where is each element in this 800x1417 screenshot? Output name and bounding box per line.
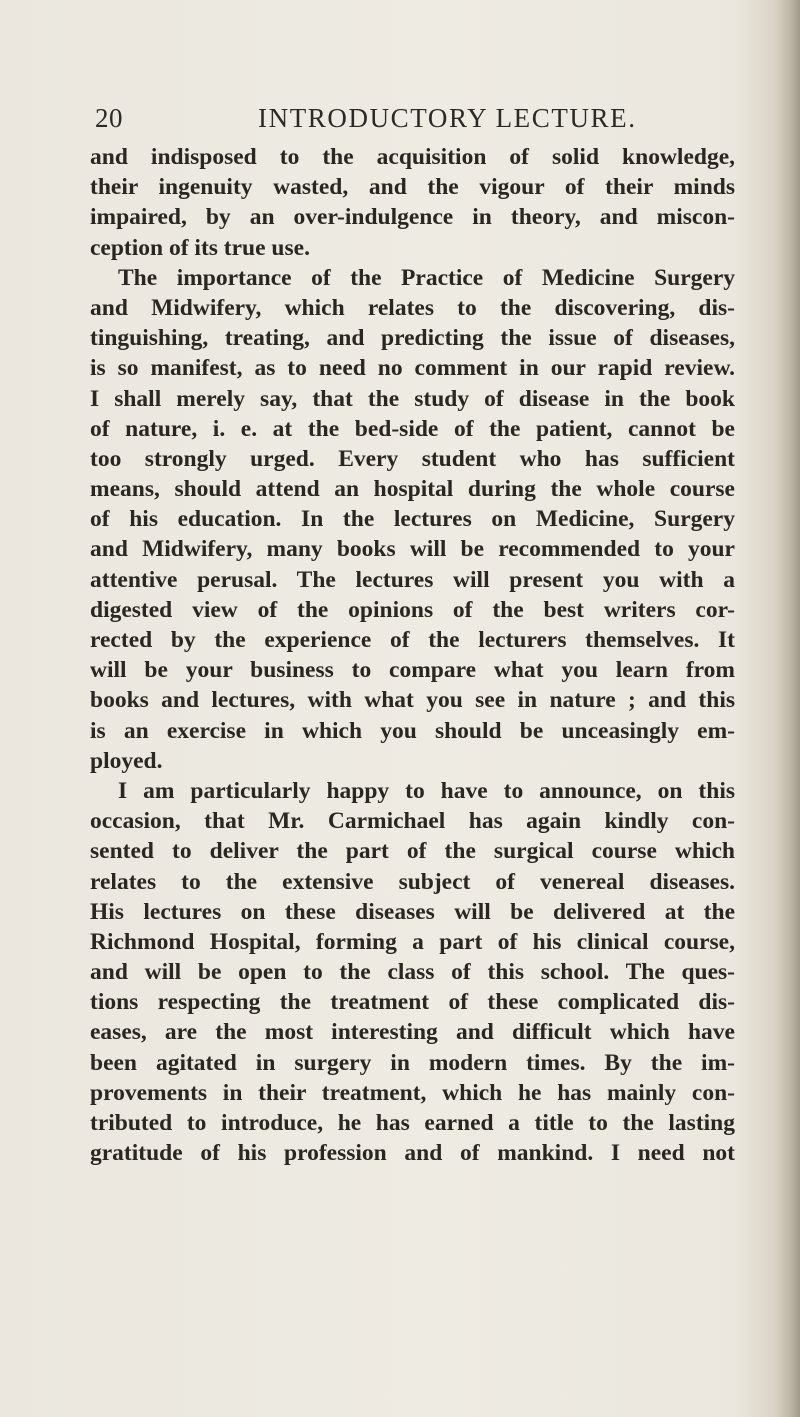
text-line: eases, are the most interesting and difficult which have [90,1019,735,1046]
text-line: relates to the extensive subject of venereal diseases. [90,868,735,895]
running-head [95,103,735,143]
text-line: His lectures on these diseases will be delivered at the [90,898,735,925]
text-line: occasion, that Mr. Carmichael has again kindly con- [90,808,735,835]
page-number: 20 [95,103,123,133]
text-line: and indisposed to the acquisition of solid knowledge, [90,144,735,170]
paragraph-start-line: I am particularly happy to have to announce, on this [118,777,735,804]
text-line: been agitated in surgery in modern times. By the im- [90,1049,735,1076]
text-line: ployed. [90,747,163,774]
text-line: and Midwifery, which relates to the discovering, dis- [90,294,735,321]
page-edge-shadow [774,0,800,1417]
text-line: their ingenuity wasted, and the vigour of their minds [90,174,735,201]
text-line: of nature, i. e. at the bed-side of the patient, cannot be [90,415,735,442]
text-line: is an exercise in which you should be unceasingly em- [90,717,735,744]
text-line: tributed to introduce, he has earned a title to the lasting [90,1110,735,1136]
text-line: of his education. In the lectures on Medicine, Surgery [90,506,735,533]
text-line: tinguishing, treating, and predicting the issue of diseases, [90,325,735,352]
text-line: I shall merely say, that the study of disease in the book [90,385,735,412]
text-line: attentive perusal. The lectures will present you with a [90,566,735,593]
text-line: will be your business to compare what you learn from [90,657,735,684]
text-line: and will be open to the class of this school. The ques- [90,959,735,986]
paragraph-start-line: The importance of the Practice of Medicine Surgery [118,264,735,291]
text-line: digested view of the opinions of the best writers cor- [90,596,735,623]
text-line: sented to deliver the part of the surgical course which [90,838,735,865]
text-line: too strongly urged. Every student who has sufficient [90,445,735,472]
text-line: impaired, by an over-indulgence in theory, and miscon- [90,204,735,231]
text-line: Richmond Hospital, forming a part of his clinical course, [90,928,735,955]
body-text [90,142,735,1168]
text-line: is so manifest, as to need no comment in our rapid review. [90,355,735,382]
text-line: and Midwifery, many books will be recommended to your [90,536,735,563]
text-line: gratitude of his profession and of mankind. I need not [90,1140,735,1167]
text-line: ception of its true use. [90,234,310,261]
text-line: tions respecting the treatment of these complicated dis- [90,989,735,1016]
text-line: books and lectures, with what you see in nature ; and this [90,687,735,714]
running-title: INTRODUCTORY LECTURE. [258,103,637,133]
text-line: rected by the experience of the lecturers themselves. It [90,627,735,653]
text-line: means, should attend an hospital during the whole course [90,476,735,503]
text-line: provements in their treatment, which he has mainly con- [90,1079,735,1106]
